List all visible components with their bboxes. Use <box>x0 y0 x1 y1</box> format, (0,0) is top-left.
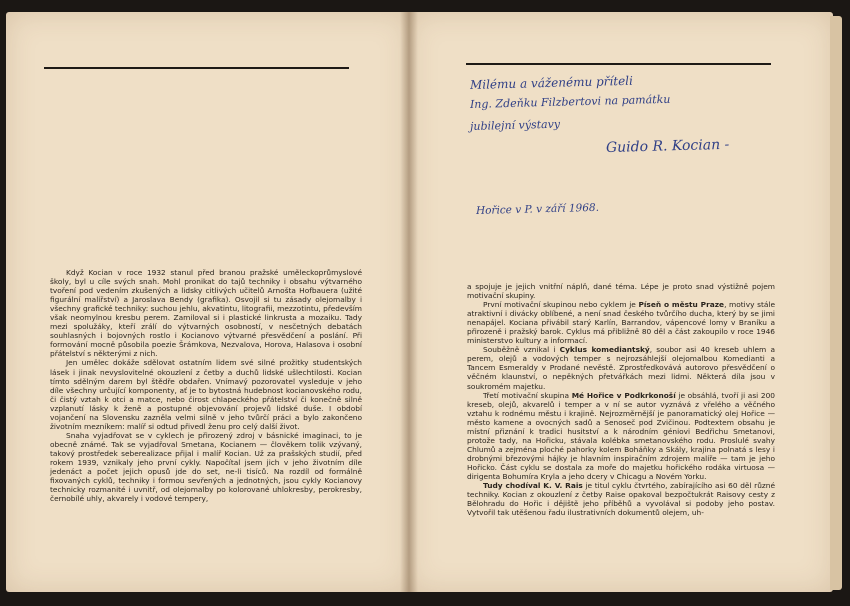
dedication-line-3: jubilejní výstavy <box>469 117 561 133</box>
paragraph: Tudy chodíval K. V. Rais je titul cyklu čtvrtého, zabírajícího asi 60 děl různé techniky. Kocian z okouzlení z četby Raise opakoval bezpočtukrát Raisovy cesty z Bělohradu do Hořic i dějiště jeho příběhů a vyvolával si podoby jeho postav. Vytvořil tak utěšenou řadu ilustrativních dokumentů olejem, uh- <box>467 481 775 518</box>
paragraph: První motivační skupinou nebo cyklem je Píseň o městu Praze, motivy stále atraktivní i divácky oblíbené, a není snad českého tvůrčího ducha, který by se jimi nenapájel. Kociana přivábil starý Karlín, Barrandov, vápencové lomy v Braníku a přirozeně i pražský barok. Cyklus má přibližně 80 děl a část zakoupilo v roce 1946 ministerstvo kultury a informací. <box>467 300 775 346</box>
signature: Guido R. Kocian - <box>605 136 730 156</box>
book-gutter <box>400 12 418 592</box>
right-header-rule <box>466 63 771 65</box>
paragraph: Když Kocian v roce 1932 stanul před branou pražské uměleckoprůmyslové školy, byl u cíle svých snah. Mohl pronikat do tajů techniky i obsahu výtvarného tvoření pod vedením zkušených a lidsky citlivých učitelů Arnošta Hofbauera (užité figurální malířství) a Jaroslava Bendy (grafika). Osvojil si tu zásady olejomalby i všechny grafické techniky: suchou jehlu, akvatintu, litografii, mezzotintu, především však neomylnou kresbu perem. Zamiloval si i plastické linkrusta a mozaiku. Tady mezi spolužáky, kteří zrálí do výtvarných osobností, v nesčetných debatách souhlasných i bojovných rostlo i Kocianovo výtvarné přesvědčení a poslání. Při formování mocně působila poezie Šrámkova, Nezvalova, Horova, Halasova i osobní přátelství s některými z nich. <box>50 268 362 359</box>
dedication-line-2: Ing. Zdeňku Filzbertovi na památku <box>469 92 671 111</box>
paragraph: Souběžně vznikal i Cyklus komediantský, soubor asi 40 kreseb uhlem a perem, olejů a vodových temper s nejrozsáhlejší olejomalbou Komedianti a Tancem Esmeraldy v Prodané nevěstě. Zprostředkovává autorovo přesvědčení o věčném klaunství, o nepěkných přetvářkách mezi lidmi. Některá díla jsou v soukromém majetku. <box>467 345 775 391</box>
dedication-line-1: Milému a váženému příteli <box>469 73 634 92</box>
paragraph: Třetí motivační skupina Mé Hořice v Podkrkonoší je obsáhlá, tvoří ji asi 200 kreseb, olejů, akvarelů i temper a v ní se autor vyznává z vřelého a věčného vztahu k rodnému městu i krajině. Nejrozměrnější je panoramatický olej Hořice — město kamene a ovocných sadů a Senoseč pod Zvičinou. Podtextem obsahu je místní přiznání k tradici husitství a k národním géniovi Bedřichu Smetanovi, protože tady, na Hořicku, stávala kolébka smetanovského rodu. Proslulé svahy Chlumů a zejména ploché pahorky kolem Boháňky a Skály, krajina polnatá s lesy i drobnými březovými hájky je hlavním inspiračním zdrojem malíře — tam je jeho Hořicko. Část cyklu se dostala za moře do majetku hořického rodáka virtuosa — dirigenta Bohumíra Kryla a jeho dcery v Chicagu a Novém Yorku. <box>467 390 775 481</box>
dedication-date: Hořice v P. v září 1968. <box>475 201 600 217</box>
paragraph: Snaha vyjadřovat se v cyklech je přirozený zdroj v básnické imaginaci, to je obecně známé. Tak se vyjadřoval Smetana, Kocianem — člověkem tolik vzývaný, takový prostředek seberealizace přijal i malíř Kocian. Už za prašských studií, před rokem 1939, vznikaly jeho první cykly. Napočítal jsem jich v jeho životním díle jedenáct a počet jejich opusů jde do set, ne-li tisíců. Na rozdíl od formálně fixovaných cyklů, techniky i formou sevřených a jednotných, jsou cykly Kocianovy technicky rozmanité i uvnitř, od olejomalby po kolorované uhlokresby, perokresby, černobílé uhly, akvarely i vodové tempery, <box>50 430 362 504</box>
left-header-rule <box>44 67 349 69</box>
page-edge <box>830 16 842 590</box>
left-text-column <box>50 268 362 503</box>
paragraph: a spojuje je jejich vnitřní náplň, dané téma. Lépe je proto snad výstižně pojem motivační skupiny. <box>467 282 775 301</box>
right-text-column <box>467 282 775 517</box>
paragraph: Jen umělec dokáže sdělovat ostatním lidem své silné prožitky studentských lásek i jinak nevyslovitelné okouzlení z četby a duchů lidské ušlechtilosti. Kocian tímto sdělným darem byl štědře obdařen. Vnímavý pozorovatel vysleduje v jeho díle všechny určující komponenty, ať je to bytostná hudebnost kocianovského rodu, či čistý vztah k otci a matce, nebo čirost chlapeckého přátelství či konečně silně vzplanutí lásky k ženě a postupné objevování projevů lidské duše. I období vojančení na Slovensku zazněla velmi silně v jeho tvůrčí práci a bylo zakončeno životním mezníkem: malíř si odtud přivedl ženu pro celý další život. <box>50 358 362 431</box>
